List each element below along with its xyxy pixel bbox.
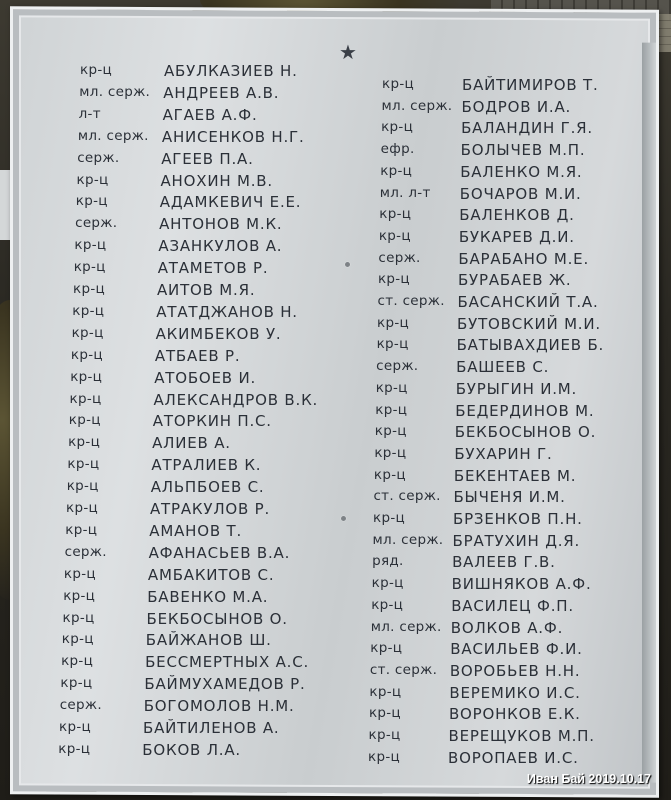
rank-label: ст. серж. [373, 488, 441, 505]
soldier-name: БАЙМУХАМЕДОВ Р. [144, 675, 306, 694]
soldier-name: БАЛЕНКОВ Д. [459, 206, 575, 225]
soldier-name: АНТОНОВ М.К. [159, 215, 283, 234]
star-icon: ★ [339, 40, 357, 64]
rank-label: кр-ц [69, 390, 102, 407]
soldier-name: АТРАКУЛОВ Р. [150, 500, 271, 518]
soldier-name: АТАМЕТОВ Р. [157, 259, 269, 278]
rank-label: кр-ц [66, 500, 98, 516]
soldier-name: БОДРОВ И.А. [461, 97, 572, 116]
rank-label: кр-ц [377, 314, 410, 331]
soldier-name: АГЕЕВ П.А. [161, 149, 254, 168]
soldier-name: ВОЛКОВ А.Ф. [450, 618, 564, 637]
rank-label: кр-ц [377, 271, 410, 288]
soldier-name: ВОРОНКОВ Е.К. [448, 705, 581, 724]
soldier-name: АНДРЕЕВ А.В. [163, 83, 280, 102]
rank-label: кр-ц [73, 281, 105, 297]
soldier-name: БУХАРИН Г. [454, 444, 553, 463]
soldier-name: АНОХИН М.В. [160, 171, 273, 190]
soldier-name: БЕКЕНТАЕВ М. [453, 466, 577, 485]
soldier-name: ВИШНЯКОВ А.Ф. [451, 575, 592, 594]
rank-label: кр-ц [373, 510, 405, 526]
soldier-name: БУРАБАЕВ Ж. [457, 271, 572, 290]
rank-label: кр-ц [73, 259, 106, 276]
rank-label: кр-ц [369, 683, 402, 700]
rank-label: кр-ц [368, 705, 401, 722]
soldier-name: АБУЛКАЗИЕВ Н. [164, 62, 298, 80]
rank-label: кр-ц [75, 193, 108, 210]
rank-label: кр-ц [62, 609, 95, 626]
soldier-name: БАЙТИЛЕНОВ А. [143, 719, 280, 737]
plaque-edge [642, 43, 656, 783]
soldier-name: БОКОВ Л.А. [142, 740, 241, 759]
rank-label: мл. л-т [379, 184, 431, 201]
soldier-name: БУРЫГИН И.М. [455, 379, 578, 398]
rank-label: мл. серж. [372, 531, 444, 548]
soldier-name: АМАНОВ Т. [149, 521, 243, 540]
soldier-name: ВЕРЕЩУКОВ М.П. [448, 727, 595, 745]
rank-label: кр-ц [368, 727, 401, 743]
rank-label: кр-ц [68, 434, 101, 451]
rank-label: кр-ц [58, 740, 91, 757]
rivet [345, 262, 350, 267]
soldier-name: БАЙЖАНОВ Ш. [145, 631, 272, 650]
rank-label: кр-ц [375, 401, 408, 418]
soldier-name: БАШЕЕВ С. [456, 358, 550, 377]
soldier-name: БЕССМЕРТНЫХ А.С. [145, 653, 310, 672]
rank-label: кр-ц [376, 336, 409, 353]
soldier-name: БЕКБОСЫНОВ О. [454, 423, 597, 442]
soldier-name: БАВЕНКО М.А. [147, 587, 269, 606]
soldier-name: БАЙТИМИРОВ Т. [462, 76, 599, 94]
rank-label: кр-ц [370, 640, 403, 657]
soldier-name: АФАНАСЬЕВ В.А. [148, 543, 291, 562]
rank-label: серж. [376, 358, 419, 375]
soldier-name: АТОРКИН П.С. [152, 412, 272, 431]
soldier-name: АМБАКИТОВ С. [147, 565, 275, 584]
soldier-name: БОЧАРОВ М.И. [459, 184, 582, 203]
soldier-name: АЛИЕВ А. [152, 434, 231, 453]
soldier-name: БАЛАНДИН Г.Я. [461, 119, 593, 138]
rank-label: кр-ц [380, 162, 413, 179]
rank-label: кр-ц [371, 575, 404, 592]
rank-label: кр-ц [76, 171, 109, 188]
rank-label: кр-ц [72, 302, 105, 319]
rank-label: кр-ц [59, 719, 91, 735]
rank-label: кр-ц [381, 119, 414, 136]
photo-watermark: Иван Бай 2019.10.17 [526, 772, 651, 786]
rank-label: кр-ц [63, 565, 96, 582]
rank-label: мл. серж. [370, 618, 442, 635]
soldier-name: ВОРОБЬЕВ Н.Н. [449, 661, 581, 680]
rank-label: кр-ц [378, 227, 411, 244]
soldier-name: АТРАЛИЕВ К. [151, 456, 262, 475]
rank-label: кр-ц [66, 478, 99, 495]
soldier-name: АТБАЕВ Р. [154, 346, 241, 365]
soldier-name: БАСАНСКИЙ Т.А. [457, 293, 599, 311]
rank-label: ст. серж. [377, 293, 445, 309]
soldier-name: АТАТДЖАНОВ Н. [156, 302, 298, 321]
soldier-name: ВОРОПАЕВ И.С. [448, 748, 579, 767]
soldier-name: БАТЫВАХДИЕВ Б. [456, 336, 605, 355]
rank-label: кр-ц [61, 653, 94, 670]
rank-label: кр-ц [371, 596, 404, 613]
soldier-name: АНИСЕНКОВ Н.Г. [161, 127, 305, 146]
rank-label: кр-ц [67, 456, 100, 473]
rank-label: кр-ц [61, 631, 94, 648]
soldier-name: ВАСИЛЬЕВ Ф.И. [450, 640, 583, 659]
rank-label: серж. [77, 149, 120, 166]
rank-label: кр-ц [74, 237, 107, 254]
soldier-name: АЛЕКСАНДРОВ В.К. [153, 390, 319, 409]
soldier-name: БАРАБАНО М.Е. [458, 249, 590, 268]
rank-label: л-т [78, 105, 101, 122]
rank-label: кр-ц [70, 346, 103, 363]
soldier-name: АТОБОЕВ И. [154, 368, 257, 387]
soldier-name: АИТОВ М.Я. [157, 281, 256, 299]
rank-label: серж. [75, 215, 118, 232]
rank-label: кр-ц [70, 368, 103, 385]
rank-label: кр-ц [60, 675, 93, 692]
rank-label: кр-ц [382, 76, 414, 92]
rank-label: ряд. [372, 553, 404, 570]
soldier-name: АГАЕВ А.Ф. [162, 105, 258, 124]
soldier-name: ВЕРЕМИКО И.С. [449, 683, 581, 702]
rank-label: кр-ц [368, 748, 401, 765]
rank-label: кр-ц [68, 412, 101, 429]
soldier-name: БЕДЕРДИНОВ М. [455, 401, 595, 420]
soldier-name: БОГОМОЛОВ Н.М. [143, 697, 295, 716]
rank-label: ефр. [380, 141, 415, 158]
rank-label: кр-ц [374, 444, 407, 461]
rank-label: кр-ц [373, 466, 406, 483]
rank-label: ст. серж. [369, 661, 438, 678]
rank-label: кр-ц [71, 324, 104, 341]
rank-label: мл. серж. [77, 127, 149, 144]
soldier-name: БРАТУХИН Д.Я. [452, 531, 581, 550]
rank-label: кр-ц [374, 423, 407, 440]
soldier-name: БЫЧЕНЯ И.М. [453, 488, 566, 507]
soldier-name: БАЛЕНКО М.Я. [460, 162, 583, 181]
soldier-name: БУКАРЕВ Д.И. [458, 227, 575, 246]
soldier-name: БУТОВСКИЙ М.И. [457, 314, 601, 333]
rank-label: кр-ц [63, 587, 96, 604]
soldier-name: ВАЛЕЕВ Г.В. [452, 553, 556, 572]
rank-label: кр-ц [379, 206, 412, 223]
soldier-name: АЛЬПБОЕВ С. [150, 478, 265, 497]
rank-label: серж. [378, 249, 421, 266]
soldier-name: ВАСИЛЕЦ Ф.П. [451, 596, 574, 615]
soldier-name: АЗАНКУЛОВ А. [158, 237, 283, 256]
soldier-name: БЕКБОСЫНОВ О. [146, 609, 288, 628]
rank-label: кр-ц [375, 379, 408, 396]
rank-label: кр-ц [80, 62, 112, 78]
soldier-name: БОЛЫЧЕВ М.П. [460, 141, 586, 160]
soldier-name: БРЗЕНКОВ П.Н. [453, 510, 583, 528]
rank-label: мл. серж. [79, 83, 151, 100]
soldier-name: АКИМБЕКОВ У. [155, 324, 282, 343]
rank-label: серж. [59, 697, 102, 714]
rivet [341, 516, 346, 521]
soldier-name: АДАМКЕВИЧ Е.Е. [159, 193, 302, 212]
rank-label: серж. [64, 543, 107, 560]
rank-label: кр-ц [65, 521, 98, 538]
rank-label: мл. серж. [381, 97, 453, 114]
